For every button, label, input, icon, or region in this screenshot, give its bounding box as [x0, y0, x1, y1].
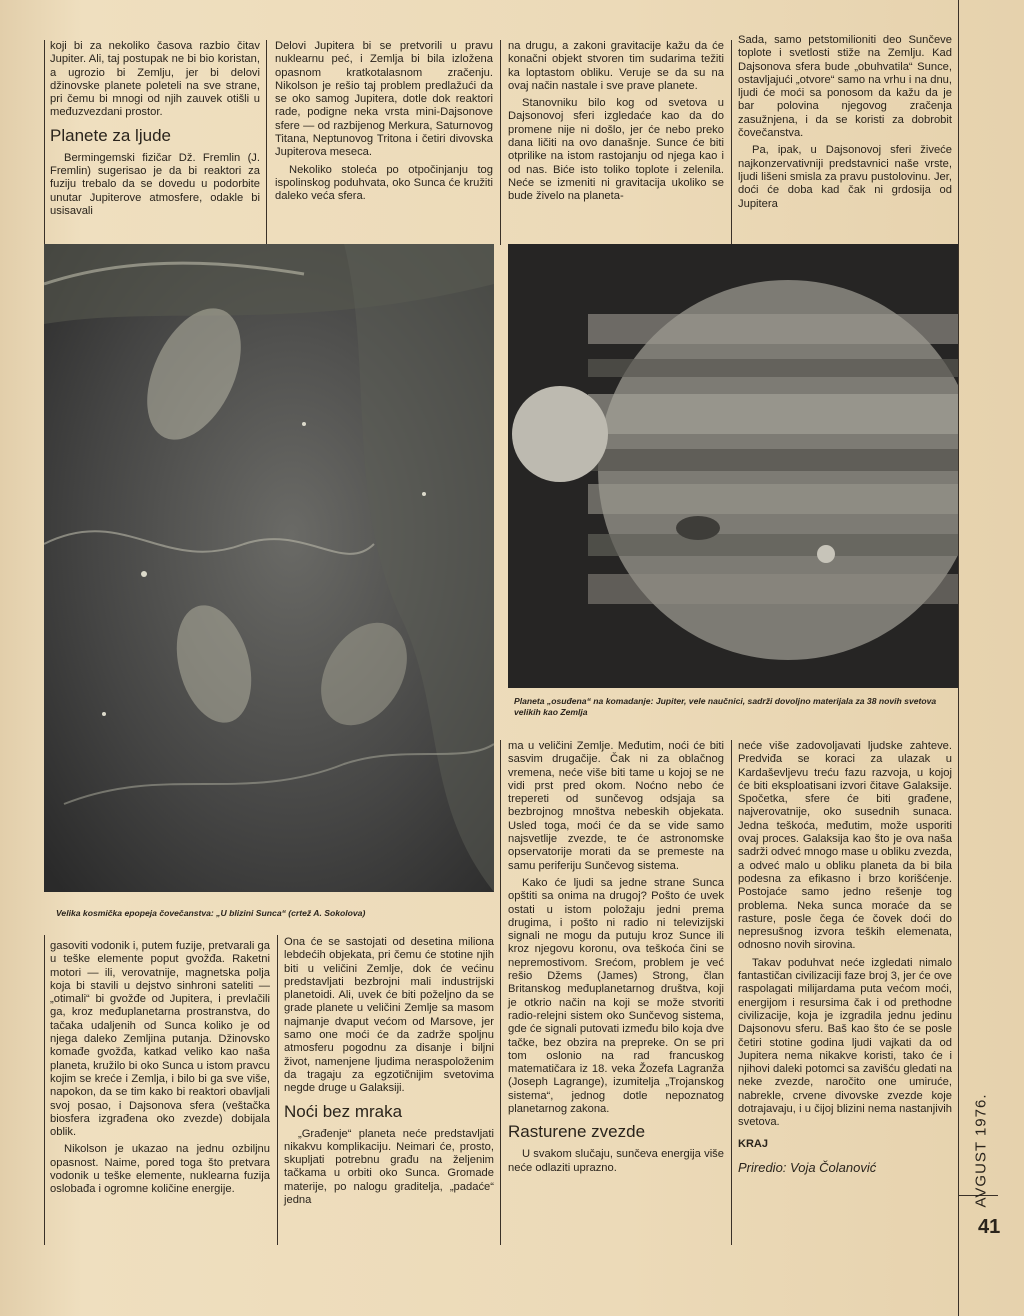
sokolov-space-illustration-icon: [44, 244, 494, 892]
paragraph: koji bi za nekoliko časova razbio čitav Jupiter. Ali, taj postupak ne bi bio koristan, a ugrozio bi Zemlju, jer bi delovi džinovske planete poleteli na sve strane, pri čemu bi mnogi od njih zauvek otišli u međuzvezdani prostor.: [50, 40, 260, 119]
column-rule: [44, 40, 45, 245]
paragraph: Takav poduhvat neće izgledati nimalo fantastičan civilizaciji faze broj 3, jer će ove raspolagati milijardama puta većom moći, energijom i resursima čak i od prethodne civilizacije, koja je izgradila jednu jedinu Dajsonovu sferu. Baš kao što će se posle četiri stotine godina ljudi vajkati da od Jupitera nema nikakve koristi, tako će i njihovi daleki potomci sa zavišću gledati na neke zvezde, naročito one umiruće, nabrekle, crvene divovske zvezde koje dotrajavaju, i u čijoj blizini nema nastanjivih svetova.: [738, 956, 952, 1129]
column-4-top: [738, 34, 952, 215]
paragraph: Bermingemski fizičar Dž. Fremlin (J. Fremlin) sugerisao je da bi reaktori za fuziju trebalo da se dovedu u podorbite unutar Jupiterove atmosfere, odakle bi usisavali: [50, 151, 260, 217]
section-heading: Noći bez mraka: [284, 1101, 403, 1121]
column-4-bottom: [738, 740, 952, 1174]
column-1-top: [50, 40, 260, 222]
column-rule: [958, 0, 959, 1316]
caption-left: Velika kosmička epopeja čovečanstva: „U blizini Sunca“ (crtež A. Sokolova): [56, 908, 366, 918]
jupiter-photo: [508, 244, 958, 688]
column-rule: [731, 740, 732, 1245]
paragraph: Delovi Jupitera bi se pretvorili u pravu nuklearnu peć, i Zemlja bi bila izložena opasnom kratkotalasnom zračenju. Nikolson je rešio taj problem predlažući da se oko samog Jupitera, dotle dok reaktori rade, podigne neka vrsta mini-Dajsonove sfere — od razbijenog Merkura, Saturnovog Titana, Neptunovog Tritona i četiri divovska Jupiterova meseca.: [275, 40, 493, 159]
page-number: 41: [978, 1216, 1001, 1238]
credit-line: Priredio: Voja Čolanović: [738, 1159, 877, 1175]
paragraph: na drugu, a zakoni gravitacije kažu da će konačni objekt stvoren tim sudarima težiti ka loptastom obliku. Veruje se da su na ovaj način nastale i sve prave planete.: [508, 40, 724, 92]
paragraph: neće više zadovoljavati ljudske zahteve. Predviđa se koraci za ulazak u Kardaševljevu treću fazu razvoja, u kojoj će biti eksploatisani izvori čitave Galaksije. Spočetka, sfere će biti građene, najverovatnije, oko susednih sunaca. Jedna teškoća, međutim, može usporiti ovaj proces. Galaksija kao što je ova naša sadrži odveć mnogo mase u obliku zvezda, a odveć malo u obliku planeta da bi bila podesna za efikasno i brzo korišćenje. Postojaće samo jedno rešenje tog problema. Neka sunca moraće da se rasture, posle čega će čovek doći do nepresušnog izvora teških elemenata, odnosno novih sirovina.: [738, 740, 952, 952]
column-2-top: [275, 40, 493, 208]
section-heading: Planete za ljude: [50, 125, 171, 145]
paragraph: „Građenje“ planeta neće predstavljati nikakvu komplikaciju. Neimari će, prosto, skupljati potrebnu građu na željenim tačkama u orbiti oko Sunca. Gromade materije, po nalogu graditelja, „padaće“ jedna: [284, 1127, 494, 1207]
column-3-bottom: [508, 740, 724, 1179]
paragraph: Nikolson je ukazao na jednu ozbiljnu opasnost. Naime, pored toga što pretvara vodonik u teške elemente, nuklearna fuzija oslobađa i ogromne količine energije.: [50, 1143, 270, 1196]
paragraph: Nekoliko stoleća po otpočinjanju tog ispolinskog poduhvata, oko Sunca će kružiti daleko veća sfera.: [275, 163, 493, 203]
issue-label: [970, 1060, 994, 1220]
caption-right: Planeta „osuđena“ na komadanje: Jupiter, vele naučnici, sadrži dovoljno materijala za 38 novih svetova velikih kao Zemlja: [514, 696, 937, 717]
section-heading: Rasturene zvezde: [508, 1122, 646, 1142]
column-rule: [44, 935, 45, 1245]
column-1-bottom: [50, 940, 270, 1201]
paragraph: U svakom slučaju, sunčeva energija više neće odlaziti uprazno.: [508, 1148, 724, 1174]
paragraph: Sada, samo petstomilioniti deo Sunčeve toplote i svetlosti stiže na Zemlju. Kad Dajsonova sfera bude „obuhvatila“ Sunce, ostavljajući „otvore“ samo na vrhu i na dnu, ljudi će moći sa ponosom da kažu da je bar polovina njegovog zračenja zasužnjena, i da se koristi za dobrobit čovečanstva.: [738, 34, 952, 140]
column-2-bottom: [284, 936, 494, 1211]
paragraph: Ona će se sastojati od desetina miliona lebdećih objekata, pri čemu će stotine njih biti u veličini Zemlje, dok će većinu predstavljati bezbrojni mali industrijski planetoidi. Ali, uvek će biti poželjno da se grade planete u veličini Zemlje sa masom najmanje dvaput većom od Marsove, jer samo one moći će da zadrže spoljnu atmosferu pogodnu za disanje i biljni život, namenjene ljudima neraspoloženim da tragaju za egzotičnijim svetovima negde druge u Galaksiji.: [284, 936, 494, 1095]
space-illustration: [44, 244, 494, 892]
paragraph: Kako će ljudi sa jedne strane Sunca opštiti sa onima na drugoj? Pošto će uvek ostati u istom položaju jedni prema drugima, i pošto ni radio ni televizijski signali ne mogu da putuju kroz Sunce ili kroz njegovu koronu, ova teškoća čini se nepremostivom. Srećom, problem je već rešio Džems (James) Strong, član Britanskog međuplanetarnog društva, koji je otkrio način na koji se može stvoriti radio-relejni sistem oko Sunčevog sistema, gde će signali putovati između bilo koja dve tačke, bez obzira na prepreke. On se pri tom oslonio na rad francuskog matematičara iz 18. veka Žozefa Lagranža (Joseph Lagrange), izumitelja „Trojanskog sistema“, jednog dotle nepoznatog planetarnog zakona.: [508, 876, 724, 1116]
issue-date: AVGUST 1976.: [972, 1093, 990, 1208]
column-rule: [266, 40, 267, 245]
column-rule: [731, 40, 732, 245]
column-rule: [500, 740, 501, 1245]
paragraph: Stanovniku bilo kog od svetova u Dajsonovoj sferi izgledaće kao da do promene nije ni došlo, jer će nebo preko dana ličiti na ovo današnje. Sunce će biti otprilike na istom rastojanju od njega kao i od nas. Biće isto toliko toplote i zelenila. Neće se izmeniti ni gravitacija ukoliko se bude živelo na planeta-: [508, 97, 724, 203]
column-rule: [277, 935, 278, 1245]
column-3-top: [508, 40, 724, 208]
paragraph: ma u veličini Zemlje. Međutim, noći će biti sasvim drugačije. Čak ni za oblačnog vremena, neće više biti tame u kojoj se ne vidi prst pred okom. Noćno nebo će trepereti od sunčevog odsjaja sa bezbrojnog mnoštva nebeskih objekata. Usled toga, moći će da se vide samo najsvetlije zvezde, te će astronomske opservatorije morati da se premeste na samu periferiju Sunčevog sistema.: [508, 740, 724, 872]
column-rule: [500, 40, 501, 245]
paragraph: Pa, ipak, u Dajsonovoj sferi živeće najkonzervativniji predstavnici naše vrste, ljudi lišeni smisla za pravu pustolovinu. Jer, doći će doba kad čak ni grdosija od Jupitera: [738, 144, 952, 210]
jupiter-photo-icon: [508, 244, 958, 688]
paragraph: gasoviti vodonik i, putem fuzije, pretvarali ga u teške elemente poput gvožđa. Raketni motori — ili, verovatnije, magnetska polja koja bi stavili u dejstvo sinhroni sateliti — „otimali“ bi gvožđe od Jupitera, i prevlačili ga, kroz međuplanetarna prostranstva, do tačaka udaljenih od Sunca koliko je od njega daleko Zemljina putanja. Džinovsko komađe gvožđa, katkad veliko kao naša planeta, kružilo bi oko Sunca u istom pravcu kojim se kreće i Zemlja, i bilo bi ga sve više, napokon, da se tim kako bi reaktori obavljali svoj posao, i Dajsonova sfera (veštačka biosfera izgrađena oko zvezde) dobijala oblik.: [50, 940, 270, 1139]
end-marker: KRAJ: [738, 1137, 768, 1150]
